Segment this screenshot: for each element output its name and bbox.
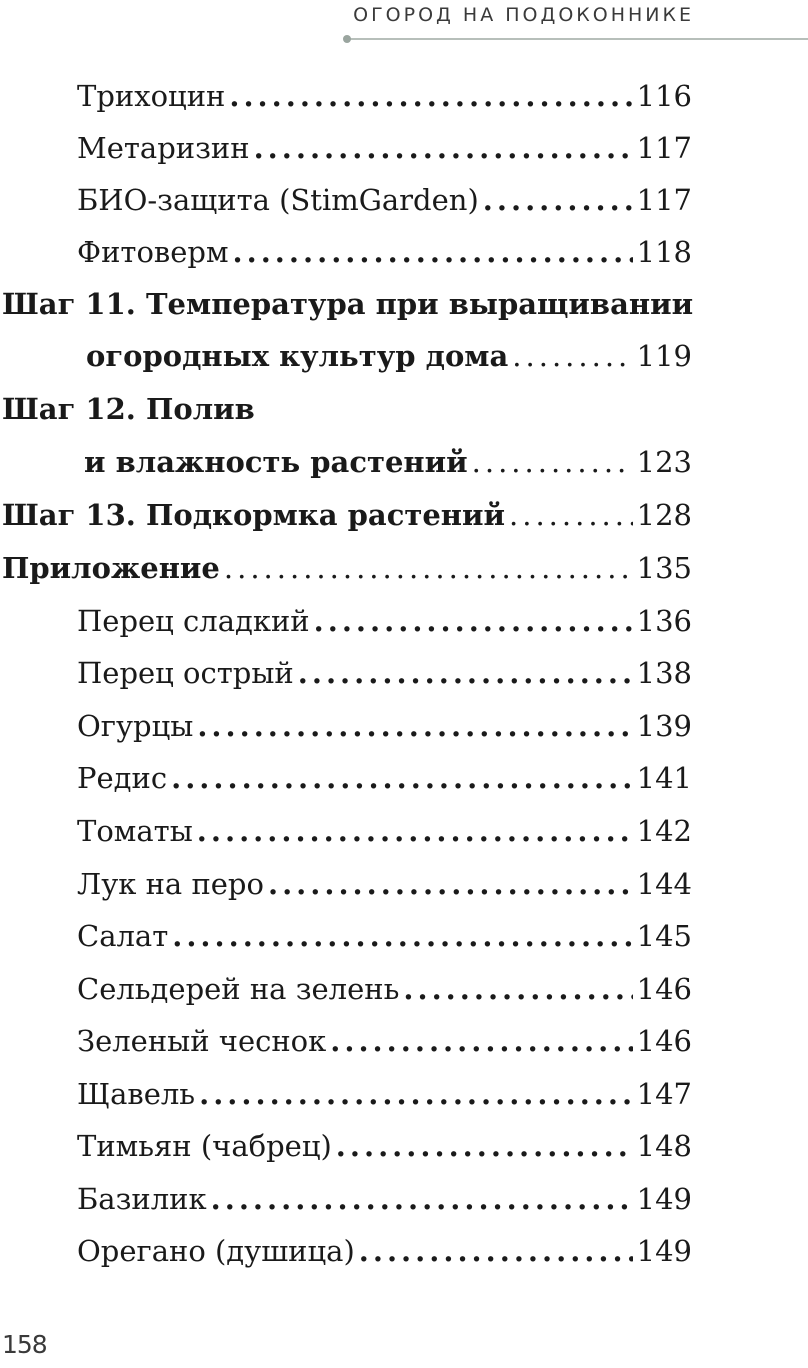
toc-entry-page: 117: [636, 183, 692, 217]
toc-entry-label: Редис: [77, 761, 168, 795]
toc-entry-page: 119: [636, 339, 692, 373]
toc-chapter-heading[interactable]: [0, 383, 692, 435]
toc-entry-label: БИО-защита (StimGarden): [77, 183, 479, 217]
toc-entry-label: Базилик: [77, 1182, 207, 1216]
dot-leader: [298, 647, 633, 699]
toc-chapter-label: Шаг 11. Температура при выращивании: [2, 287, 694, 321]
toc-entry-label: Огурцы: [77, 709, 194, 743]
toc-entry[interactable]: [0, 1173, 692, 1225]
toc-entry-page: 148: [636, 1129, 692, 1163]
toc-entry-page: 139: [636, 709, 692, 743]
toc-entry-page: 136: [636, 604, 692, 638]
toc-entry-page: 118: [636, 235, 692, 269]
toc-entry[interactable]: [0, 805, 692, 857]
running-head-rule: [346, 38, 808, 40]
dot-leader: [197, 805, 633, 857]
dot-leader: [314, 595, 633, 647]
toc-entry-label: Орегано (душица): [77, 1234, 355, 1268]
toc-entry-label: Перец острый: [77, 656, 294, 690]
dot-leader: [224, 542, 633, 594]
toc-entry-page: 144: [636, 867, 692, 901]
toc-entry-page: 147: [636, 1077, 692, 1111]
dot-leader: [197, 700, 632, 752]
dot-leader: [509, 489, 633, 541]
toc-entry-page: 142: [636, 814, 692, 848]
toc-chapter-heading[interactable]: [0, 489, 692, 541]
dot-leader: [199, 1068, 633, 1120]
toc-entry-page: 117: [636, 131, 692, 165]
toc-chapter-label: огородных культур дома: [86, 339, 509, 373]
toc-entry[interactable]: [0, 752, 692, 804]
dot-leader: [171, 752, 633, 804]
toc-entry[interactable]: [0, 595, 692, 647]
toc-chapter-continuation[interactable]: [0, 436, 692, 488]
toc-entry-page: 149: [636, 1234, 692, 1268]
toc-entry-page: 138: [636, 656, 692, 690]
toc-entry[interactable]: [0, 858, 692, 910]
toc-entry[interactable]: [0, 1225, 692, 1277]
toc-chapter-label: Приложение: [2, 551, 220, 585]
dot-leader: [233, 226, 633, 278]
dot-leader: [172, 910, 632, 962]
toc-entry-page: 149: [636, 1182, 692, 1216]
toc-entry[interactable]: [0, 1015, 692, 1067]
dot-leader: [268, 858, 633, 910]
page-number: 158: [2, 1330, 47, 1359]
toc-entry-label: Томаты: [77, 814, 193, 848]
toc-entry-label: Зеленый чеснок: [77, 1024, 327, 1058]
toc-entry-label: Сельдерей на зелень: [77, 972, 400, 1006]
toc-entry-page: 123: [636, 445, 692, 479]
toc-entry[interactable]: [0, 963, 692, 1015]
dot-leader: [330, 1015, 632, 1067]
toc-entry-page: 128: [636, 498, 692, 532]
dot-leader: [254, 122, 633, 174]
toc-entry-page: 146: [636, 972, 692, 1006]
toc-entry-label: Перец сладкий: [77, 604, 310, 638]
toc-chapter-label: Шаг 13. Подкормка растений: [2, 498, 506, 532]
dot-leader: [336, 1120, 633, 1172]
toc-chapter-label: и влажность растений: [84, 445, 468, 479]
toc-entry-page: 141: [636, 761, 692, 795]
toc-entry[interactable]: [0, 226, 692, 278]
toc-entry[interactable]: [0, 174, 692, 226]
toc-entry[interactable]: [0, 1068, 692, 1120]
toc-entry[interactable]: [0, 910, 692, 962]
running-head-dot: [343, 35, 351, 43]
toc-entry-label: Трихоцин: [77, 79, 226, 113]
toc-entry-label: Лук на перо: [77, 867, 264, 901]
dot-leader: [483, 174, 633, 226]
toc-entry-page: 116: [636, 79, 692, 113]
toc-entry-page: 146: [636, 1024, 692, 1058]
toc-entry-label: Метаризин: [77, 131, 250, 165]
toc-entry-label: Щавель: [77, 1077, 196, 1111]
toc-entry-page: 145: [636, 919, 692, 953]
toc-entry[interactable]: [0, 122, 692, 174]
dot-leader: [211, 1173, 633, 1225]
dot-leader: [472, 436, 633, 488]
toc-entry[interactable]: [0, 1120, 692, 1172]
dot-leader: [229, 70, 632, 122]
toc-entry[interactable]: [0, 70, 692, 122]
toc-chapter-continuation[interactable]: [0, 330, 692, 382]
dot-leader: [359, 1225, 633, 1277]
toc-entry[interactable]: [0, 700, 692, 752]
dot-leader: [403, 963, 632, 1015]
toc-entry-page: 135: [636, 551, 692, 585]
toc-chapter-heading[interactable]: [0, 542, 692, 594]
toc-entry-label: Тимьян (чабрец): [77, 1129, 332, 1163]
running-head: ОГОРОД НА ПОДОКОННИКЕ: [353, 4, 694, 26]
toc-entry-label: Салат: [77, 919, 169, 953]
toc-chapter-label: Шаг 12. Полив: [2, 392, 255, 426]
toc-entry-label: Фитоверм: [77, 235, 229, 269]
toc-chapter-heading[interactable]: [0, 278, 692, 330]
toc-entry[interactable]: [0, 647, 692, 699]
dot-leader: [512, 330, 632, 382]
